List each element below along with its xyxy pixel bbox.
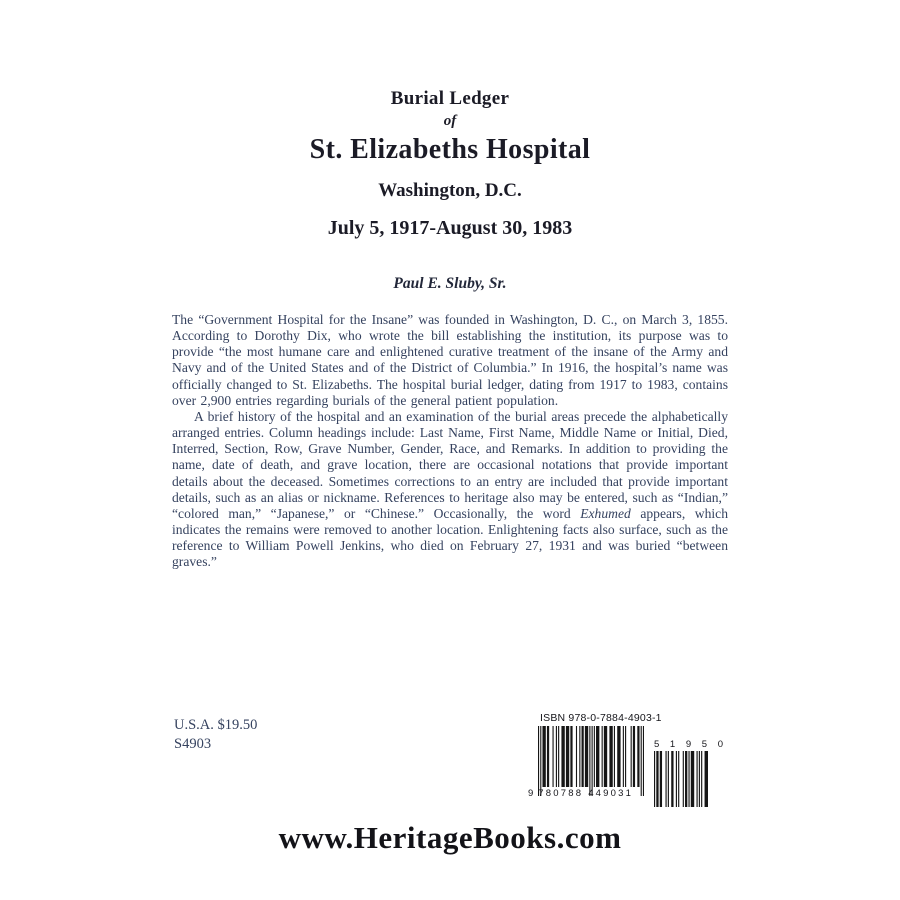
description-paragraph-1: The “Government Hospital for the Insane” was founded in Washington, D. C., on March 3, 1855. According to Dorothy Dix, who wrote the bill establishing the institution, its purpose was to provide “the most humane care and enlightened curative treatment of the insane of the Army and Navy and of the United States and of the District of Columbia.” In 1916, the hospital’s name was officially changed to St. Elizabeths. The hospital burial ledger, dating from 1917 to 1983, contains over 2,900 entries regarding burials of the general patient population. xyxy=(172,312,728,408)
paragraph-2-text-end: appears, which indicates the remains were removed to another location. Enlightening facts also surface, such as the reference to William Powell Jenkins, who died on February 27, 1931 and was buried “between graves.” xyxy=(172,505,728,570)
series-title: Burial Ledger xyxy=(390,88,510,109)
ean5-barcode-bars xyxy=(654,751,708,807)
barcode-block xyxy=(528,712,727,812)
paragraph-2-text-start: A brief history of the hospital and an examination of the burial areas precede the alphabetically arranged entries. Column headings include: Last Name, First Name, Middle Name or Initial, Died, Interred, Section, Row, Grave Number, Gender, Race, and Remarks. In addition to providing the name, date of death, and grave location, there are occasional notations that provide important details about the deceased. Sometimes corrections to an entry are included that provide important details, such as an alias or nickname. References to heritage also may be entered, such as “Indian,” “colored man,” “Japanese,” or “Chinese.” Occasionally, the word xyxy=(172,408,728,521)
location-line: Washington, D.C. xyxy=(378,180,522,201)
description-paragraph-2 xyxy=(172,409,728,571)
author-name: Paul E. Sluby, Sr. xyxy=(393,275,507,292)
ean13-barcode-bars xyxy=(538,726,644,796)
main-title: St. Elizabeths Hospital xyxy=(309,134,591,165)
ean5-digits: 5 1 9 5 0 xyxy=(654,739,727,750)
ean13-barcode xyxy=(528,726,644,808)
title-block xyxy=(0,88,900,292)
ean13-digits xyxy=(528,788,654,799)
ean13-digit-group-1: 780788 xyxy=(538,788,584,799)
price: U.S.A. $19.50 xyxy=(174,717,258,733)
isbn-label: ISBN 978-0-7884-4903-1 xyxy=(540,712,662,724)
title-of-word: of xyxy=(443,113,457,129)
description-text xyxy=(172,312,728,571)
date-range: July 5, 1917-August 30, 1983 xyxy=(327,217,573,239)
sku-number: S4903 xyxy=(174,736,212,752)
ean13-lead-digit: 9 xyxy=(528,788,534,799)
publisher-website-url: www.HeritageBooks.com xyxy=(278,820,622,855)
ean13-digit-group-2: 449031 xyxy=(588,788,634,799)
ean5-supplement-barcode xyxy=(654,739,727,812)
price-block xyxy=(174,716,257,754)
barcode-bars-row xyxy=(528,726,727,812)
paragraph-2-italic-word: Exhumed xyxy=(580,505,631,521)
